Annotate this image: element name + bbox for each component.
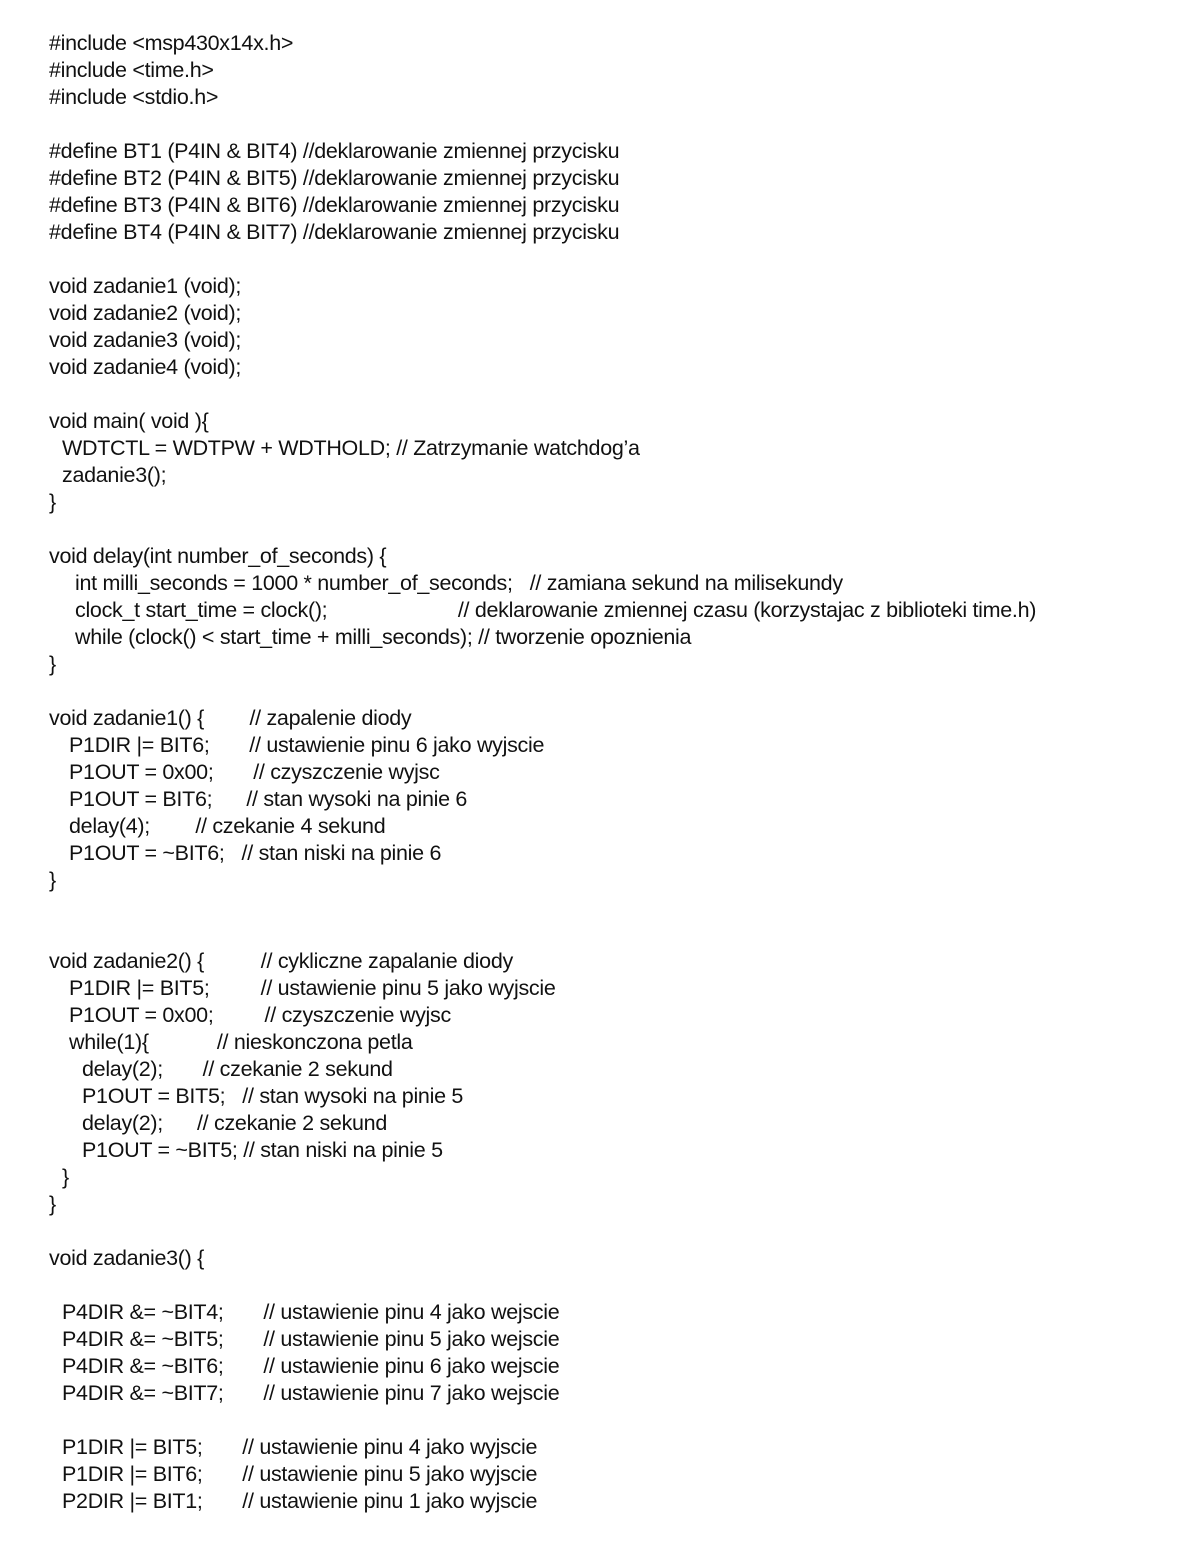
code-line: } [49, 1192, 56, 1216]
code-line: void zadanie3() { [49, 1246, 205, 1270]
code-line: P4DIR &= ~BIT4; // ustawienie pinu 4 jako wejscie [62, 1300, 560, 1324]
code-line: P1OUT = 0x00; // czyszczenie wyjsc [69, 760, 440, 784]
code-line: } [49, 868, 56, 892]
code-line: while (clock() < start_time + milli_seconds); // tworzenie opoznienia [75, 625, 692, 649]
code-line: void zadanie2() { // cykliczne zapalanie diody [49, 949, 513, 973]
code-line: #define BT1 (P4IN & BIT4) //deklarowanie zmiennej przycisku [49, 139, 620, 163]
code-line: delay(2); // czekanie 2 sekund [82, 1057, 393, 1081]
code-line: void main( void ){ [49, 409, 209, 433]
code-line: #define BT4 (P4IN & BIT7) //deklarowanie zmiennej przycisku [49, 220, 620, 244]
code-line: P1OUT = 0x00; // czyszczenie wyjsc [69, 1003, 451, 1027]
code-line: P1OUT = BIT6; // stan wysoki na pinie 6 [69, 787, 468, 811]
code-line: P4DIR &= ~BIT7; // ustawienie pinu 7 jako wejscie [62, 1381, 560, 1405]
code-line: void zadanie4 (void); [49, 355, 242, 379]
code-line: P1DIR |= BIT6; // ustawienie pinu 5 jako wyjscie [62, 1462, 538, 1486]
code-line: void zadanie3 (void); [49, 328, 242, 352]
code-line: } [49, 652, 56, 676]
code-line: delay(4); // czekanie 4 sekund [69, 814, 386, 838]
code-line: zadanie3(); [62, 463, 167, 487]
code-line: #define BT3 (P4IN & BIT6) //deklarowanie zmiennej przycisku [49, 193, 620, 217]
code-line: P4DIR &= ~BIT5; // ustawienie pinu 5 jako wejscie [62, 1327, 560, 1351]
code-line: P4DIR &= ~BIT6; // ustawienie pinu 6 jako wejscie [62, 1354, 560, 1378]
code-line: } [49, 490, 56, 514]
code-line: P1DIR |= BIT6; // ustawienie pinu 6 jako wyjscie [69, 733, 545, 757]
code-line: P1DIR |= BIT5; // ustawienie pinu 5 jako wyjscie [69, 976, 556, 1000]
code-line: P1OUT = ~BIT6; // stan niski na pinie 6 [69, 841, 442, 865]
code-line: P1OUT = ~BIT5; // stan niski na pinie 5 [82, 1138, 443, 1162]
code-line: P1OUT = BIT5; // stan wysoki na pinie 5 [82, 1084, 464, 1108]
code-line: void zadanie1() { // zapalenie diody [49, 706, 412, 730]
code-line: clock_t start_time = clock(); // deklarowanie zmiennej czasu (korzystajac z biblioteki time.h) [75, 598, 1037, 622]
code-line: void zadanie2 (void); [49, 301, 242, 325]
code-line: delay(2); // czekanie 2 sekund [82, 1111, 387, 1135]
code-line: P1DIR |= BIT5; // ustawienie pinu 4 jako wyjscie [62, 1435, 538, 1459]
code-line: while(1){ // nieskonczona petla [69, 1030, 413, 1054]
code-line: #include <time.h> [49, 58, 214, 82]
code-line: WDTCTL = WDTPW + WDTHOLD; // Zatrzymanie watchdog’a [62, 436, 640, 460]
code-line: #include <msp430x14x.h> [49, 31, 294, 55]
code-line: #include <stdio.h> [49, 85, 219, 109]
code-line: int milli_seconds = 1000 * number_of_seconds; // zamiana sekund na milisekundy [75, 571, 843, 595]
code-line: P2DIR |= BIT1; // ustawienie pinu 1 jako wyjscie [62, 1489, 538, 1513]
code-line: #define BT2 (P4IN & BIT5) //deklarowanie zmiennej przycisku [49, 166, 620, 190]
code-line: void zadanie1 (void); [49, 274, 242, 298]
code-line: void delay(int number_of_seconds) { [49, 544, 387, 568]
code-line: } [62, 1165, 69, 1189]
